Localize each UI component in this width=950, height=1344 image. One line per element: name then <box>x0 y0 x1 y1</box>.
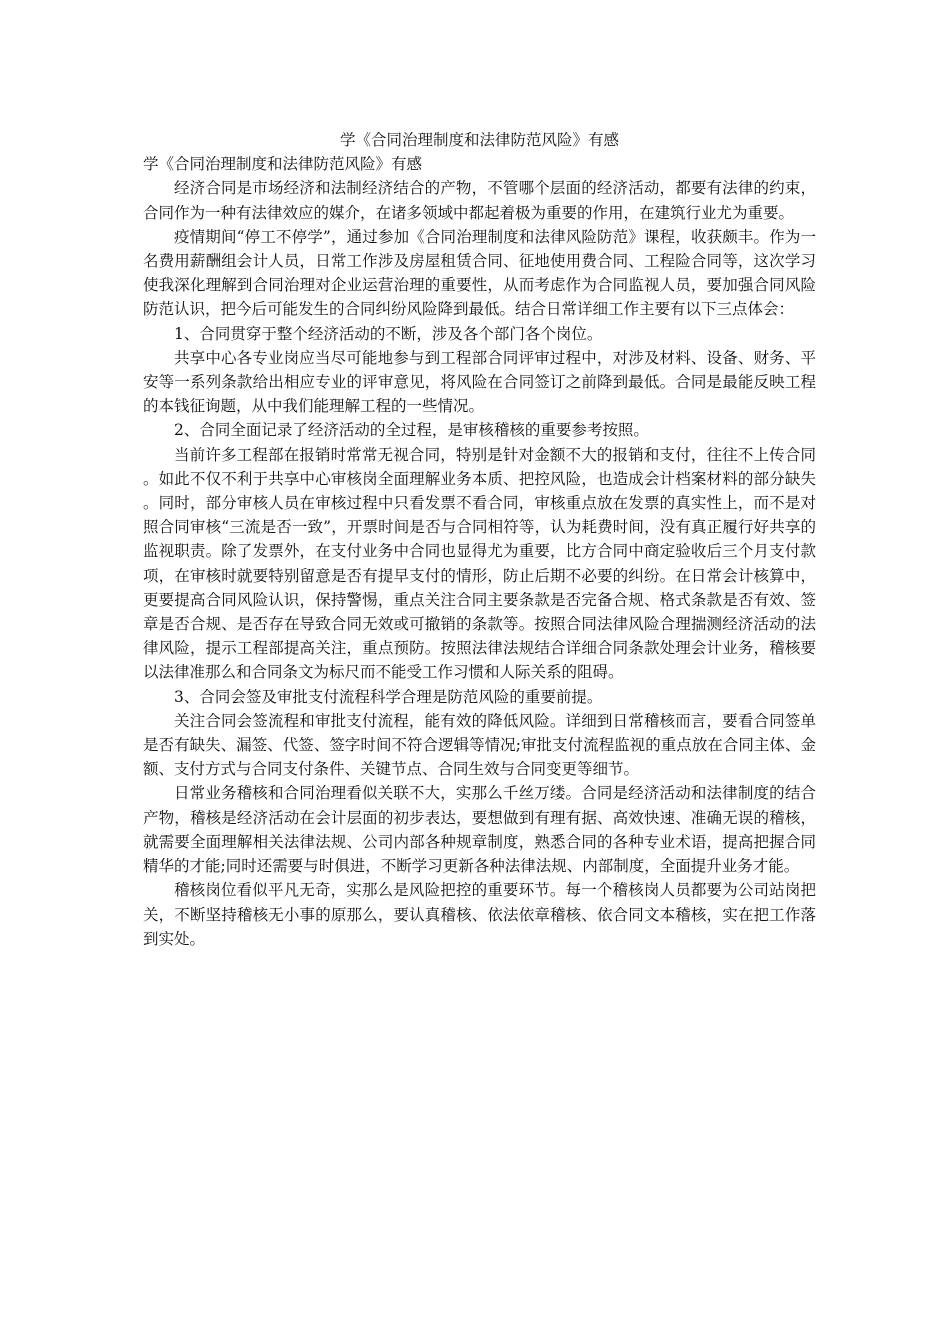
point-1-heading: 1、合同贯穿于整个经济活动的不断，涉及各个部门各个岗位。 <box>174 324 603 343</box>
point-1-body: 共享中心各专业岗应当尽可能地参与到工程部合同评审过程中，对涉及材料、设备、财务、平安等一系列条款给出相应专业的评审意见，将风险在合同签订之前降到最低。合同是最能反映工程的本钱征询题，从中我们能理解工程的一些情况。 <box>143 348 816 416</box>
document-title: 学《合同治理制度和法律防范风险》有感 <box>339 131 619 149</box>
paragraph-conclusion: 稽核岗位看似平凡无奇，实那么是风险把控的重要环节。每一个稽核岗人员都要为公司站岗把关，不断坚持稽核无小事的原那么，要认真稽核、依法依章稽核、依合同文本稽核，实在把工作落到实处。 <box>143 881 816 948</box>
paragraph-background: 疫情期间“停工不停学”，通过参加《合同治理制度和法律风险防范》课程，收获颇丰。作为一名费用薪酬组会计人员，日常工作涉及房屋租赁合同、征地使用费合同、工程险合同等，这次学习使我深化理解到合同治理对企业运营治理的重要性，从而考虑作为合同监视人员，要加强合同风险防范认识，把今后可能发生的合同纠纷风险降到最低。结合日常详细工作主要有以下三点体会： <box>143 227 816 319</box>
document-subtitle: 学《合同治理制度和法律防范风险》有感 <box>143 155 423 174</box>
point-2-heading: 2、合同全面记录了经济活动的全过程，是审核稽核的重要参考按照。 <box>174 421 649 440</box>
paragraph-summary: 日常业务稽核和合同治理看似关联不大，实那么千丝万缕。合同是经济活动和法律制度的结合产物，稽核是经济活动在会计层面的初步表达，要想做到有理有据、高效快速、准确无误的稽核，就需要全面理解相关法律法规、公司内部各种规章制度，熟悉合同的各种专业术语，提高把握合同精华的才能;同时还需要与时俱进，不断学习更新各种法律法规、内部制度，全面提升业务才能。 <box>143 784 816 876</box>
point-2-body: 当前许多工程部在报销时常常无视合同，特别是针对金额不大的报销和支付，往往不上传合同。如此不仅不利于共享中心审核岗全面理解业务本质、把控风险，也造成会计档案材料的部分缺失。同时，部分审核人员在审核过程中只看发票不看合同，审核重点放在发票的真实性上，而不是对照合同审核“三流是否一致”，开票时间是否与合同相符等，认为耗费时间，没有真正履行好共享的监视职责。除了发票外，在支付业务中合同也显得尤为重要，比方合同中商定验收后三个月支付款项，在审核时就要特别留意是否有提早支付的情形，防止后期不必要的纠纷。在日常会计核算中，更要提高合同风险认识，保持警惕，重点关注合同主要条款是否完备合规、格式条款是否有效、签章是否合规、是否存在导致合同无效或可撤销的条款等。按照合同法律风险合理揣测经济活动的法律风险，提示工程部提高关注，重点预防。按照法律法规结合详细合同条款处理会计业务，稽核要以法律准那么和合同条文为标尺而不能受工作习惯和人际关系的阻碍。 <box>143 445 816 682</box>
paragraph-intro: 经济合同是市场经济和法制经济结合的产物，不管哪个层面的经济活动，都要有法律的约束，合同作为一种有法律效应的媒介，在诸多领域中都起着极为重要的作用，在建筑行业尤为重要。 <box>143 179 816 222</box>
document-body <box>143 128 816 951</box>
point-3-heading: 3、合同会签及审批支付流程科学合理是防范风险的重要前提。 <box>174 687 603 706</box>
point-3-body: 关注合同会签流程和审批支付流程，能有效的降低风险。详细到日常稽核而言，要看合同签单是否有缺失、漏签、代签、签字时间不符合逻辑等情况;审批支付流程监视的重点放在合同主体、金额、支付方式与合同支付条件、关键节点、合同生效与合同变更等细节。 <box>143 711 816 779</box>
